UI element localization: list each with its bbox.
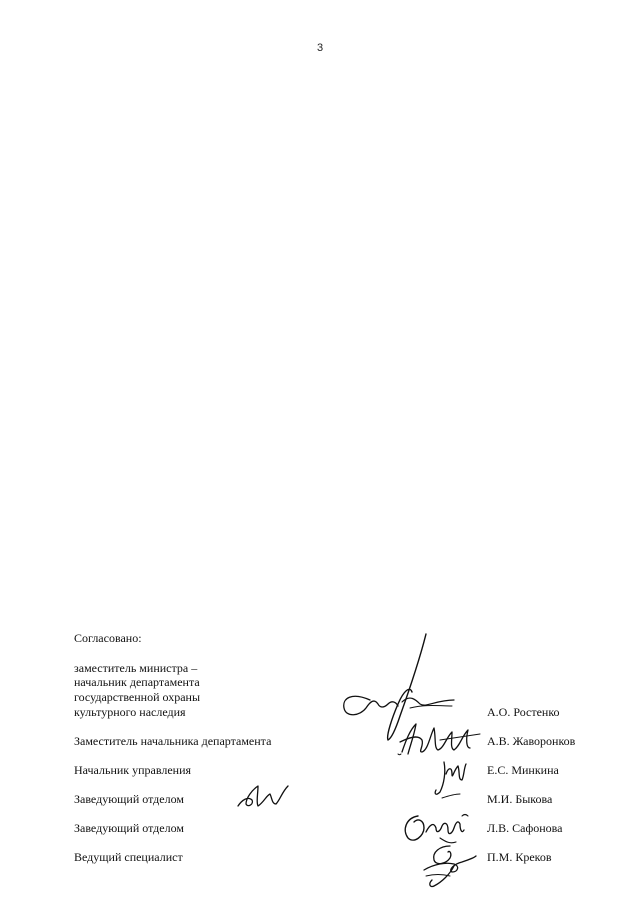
signatory-title: Заместитель начальника департамента [74, 734, 272, 748]
signature-krekov [420, 840, 480, 890]
page-number: 3 [316, 42, 324, 54]
signature-bykova [236, 782, 292, 814]
approval-heading: Согласовано: [74, 631, 142, 645]
signatory-title: Заведующий отделом [74, 792, 184, 806]
signatory-name: М.И. Быкова [487, 792, 553, 806]
signatory-name: А.В. Жаворонков [487, 734, 576, 748]
signatory-name: Л.В. Сафонова [487, 821, 563, 835]
signatory-title: Заведующий отделом [74, 821, 184, 835]
title-line: государственной охраны [74, 690, 201, 704]
signatory-title: Ведущий специалист [74, 850, 183, 864]
signature-minkina [434, 758, 468, 802]
signatory-name: П.М. Креков [487, 850, 552, 864]
title-line: культурного наследия [74, 705, 186, 719]
title-line: заместитель министра – [74, 661, 198, 675]
signatory-name: Е.С. Минкина [487, 763, 559, 777]
signatory-name: А.О. Ростенко [487, 705, 560, 719]
title-line: начальник департамента [74, 675, 200, 689]
signatory-title: Начальник управления [74, 763, 192, 777]
